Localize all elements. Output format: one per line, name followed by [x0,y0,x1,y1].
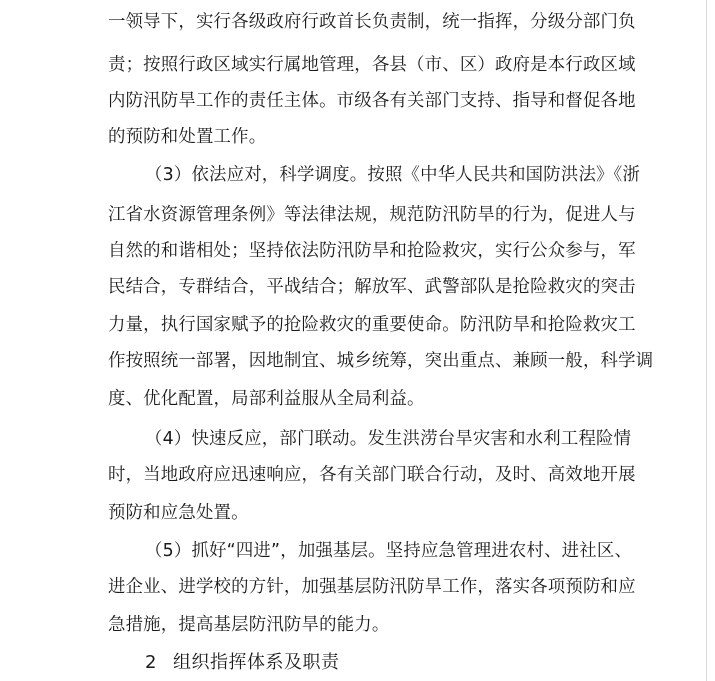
paragraph-line: 自然的和谐相处；坚持依法防汛防旱和抢险救灾，实行公众参与，军 [108,241,636,261]
section-heading [145,653,340,673]
paragraph-first-line: （5）抓好“四进”，加强基层。坚持应急管理进农村、进社区、 [145,541,633,561]
paragraph-first-line: （3）依法应对，科学调度。按照《中华人民共和国防洪法》《浙 [145,165,641,185]
section-heading-title: 组织指挥体系及职责 [173,652,340,673]
paragraph-line: 力量，执行国家赋予的抢险救灾的重要使命。防汛防旱和抢险救灾工 [108,315,636,335]
page-edge-divider [706,0,707,681]
paragraph-line: 民结合，专群结合，平战结合；解放军、武警部队是抢险救灾的突击 [108,277,636,297]
paragraph-line: 预防和应急处置。 [108,503,249,523]
paragraph-line: 进企业、进学校的方针，加强基层防汛防旱工作，落实各项预防和应 [108,577,636,597]
paragraph-line: 一领导下，实行各级政府行政首长负责制，统一指挥，分级分部门负 [108,12,636,32]
paragraph-line: 时，当地政府应迅速响应，各有关部门联合行动，及时、高效地开展 [108,465,636,485]
paragraph-line: 责；按照行政区域实行属地管理，各县（市、区）政府是本行政区域 [108,55,636,75]
paragraph-line: 江省水资源管理条例》等法律法规，规范防汛防旱的行为，促进人与 [108,205,636,225]
section-heading-number: 2 [145,652,157,673]
paragraph-line: 内防汛防旱工作的责任主体。市级各有关部门支持、指导和督促各地 [108,91,636,111]
paragraph-line: 作按照统一部署，因地制宜、城乡统筹，突出重点、兼顾一般，科学调 [108,351,654,371]
paragraph-line: 的预防和处置工作。 [108,127,267,147]
paragraph-line: 度、优化配置，局部利益服从全局利益。 [108,389,425,409]
paragraph-line: 急措施，提高基层防汛防旱的能力。 [108,615,390,635]
paragraph-first-line: （4）快速反应，部门联动。发生洪涝台旱灾害和水利工程险情 [145,429,632,449]
